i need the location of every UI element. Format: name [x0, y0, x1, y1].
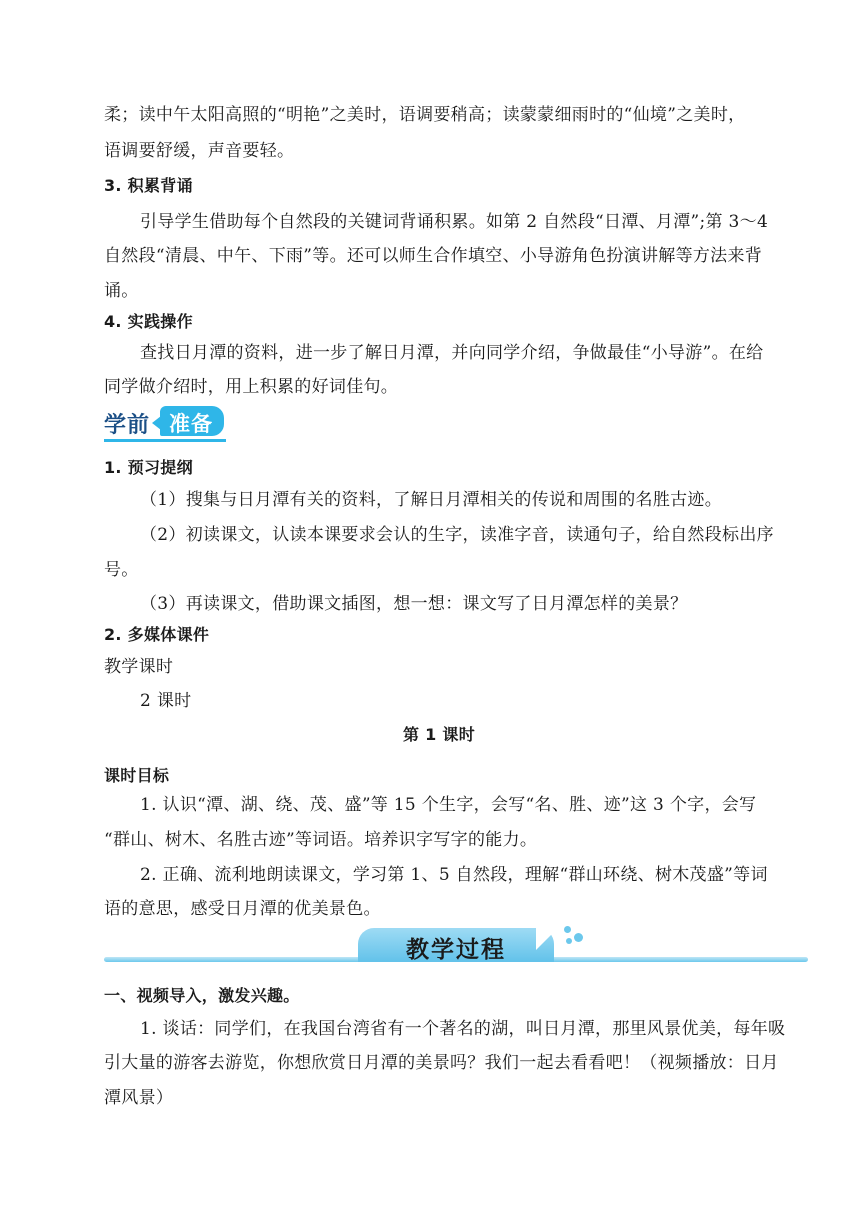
paragraph-line: 2 课时: [140, 691, 192, 711]
process-banner-title: 教学过程: [406, 937, 506, 963]
paragraph-line: 教学课时: [104, 657, 174, 677]
decor-dot: [574, 933, 583, 942]
paragraph-line: 查找日月潭的资料，进一步了解日月潭，并向同学介绍，争做最佳“小导游”。在给: [140, 343, 764, 363]
decor-dot: [566, 938, 572, 944]
paragraph-line: （1）搜集与日月潭有关的资料，了解日月潭相关的传说和周围的名胜古迹。: [140, 490, 723, 510]
paragraph-line: （3）再读课文，借助课文插图，想一想：课文写了日月潭怎样的美景？: [140, 594, 688, 614]
lesson-title: 第 1 课时: [402, 725, 476, 744]
paragraph-line: （2）初读课文，认读本课要求会认的生字，读准字音，读通句子，给自然段标出序: [140, 525, 774, 545]
paragraph-line: 语调要舒缓，声音要轻。: [104, 141, 295, 161]
paragraph-line: “群山、树木、名胜古迹”等词语。培养识字写字的能力。: [104, 830, 538, 850]
banner-fold-shape: [536, 928, 558, 950]
paragraph-line: 引大量的游客去游览，你想欣赏日月潭的美景吗？我们一起去看看吧！（视频播放：日月: [104, 1053, 779, 1073]
paragraph-line: 同学做介绍时，用上积累的好词佳句。: [104, 377, 399, 397]
prep-banner-right: 准备: [169, 412, 213, 436]
section-heading: 1. 预习提纲: [104, 458, 193, 477]
process-banner-tab: [358, 928, 554, 962]
prep-banner-tag: [160, 406, 224, 436]
process-banner: [104, 924, 808, 968]
paragraph-line: 诵。: [104, 281, 139, 301]
banner-underline: [104, 439, 226, 442]
section-heading: 一、视频导入，激发兴趣。: [104, 986, 300, 1005]
prep-banner-left: 学前: [104, 413, 151, 438]
section-heading: 2. 多媒体课件: [104, 625, 210, 644]
section-heading: 课时目标: [104, 766, 170, 785]
paragraph-line: 号。: [104, 560, 139, 580]
decor-dot: [564, 926, 571, 933]
paragraph-line: 2. 正确、流利地朗读课文，学习第 1、5 自然段，理解“群山环绕、树木茂盛”等词: [140, 865, 768, 885]
paragraph-line: 引导学生借助每个自然段的关键词背诵积累。如第 2 自然段“日潭、月潭”;第 3～4: [140, 212, 769, 232]
paragraph-line: 1. 谈话：同学们，在我国台湾省有一个著名的湖，叫日月潭，那里风景优美，每年吸: [140, 1019, 786, 1039]
paragraph-line: 潭风景）: [104, 1088, 174, 1108]
section-heading: 3. 积累背诵: [104, 176, 193, 195]
paragraph-line: 柔；读中午太阳高照的“明艳”之美时，语调要稍高；读蒙蒙细雨时的“仙境”之美时，: [104, 105, 746, 125]
prep-banner: [104, 404, 228, 442]
paragraph-line: 自然段“清晨、中午、下雨”等。还可以师生合作填空、小导游角色扮演讲解等方法来背: [104, 246, 763, 266]
paragraph-line: 语的意思，感受日月潭的优美景色。: [104, 899, 381, 919]
paragraph-line: 1. 认识“潭、湖、绕、茂、盛”等 15 个生字，会写“名、胜、迹”这 3 个字，会写: [140, 795, 757, 815]
section-heading: 4. 实践操作: [104, 312, 193, 331]
